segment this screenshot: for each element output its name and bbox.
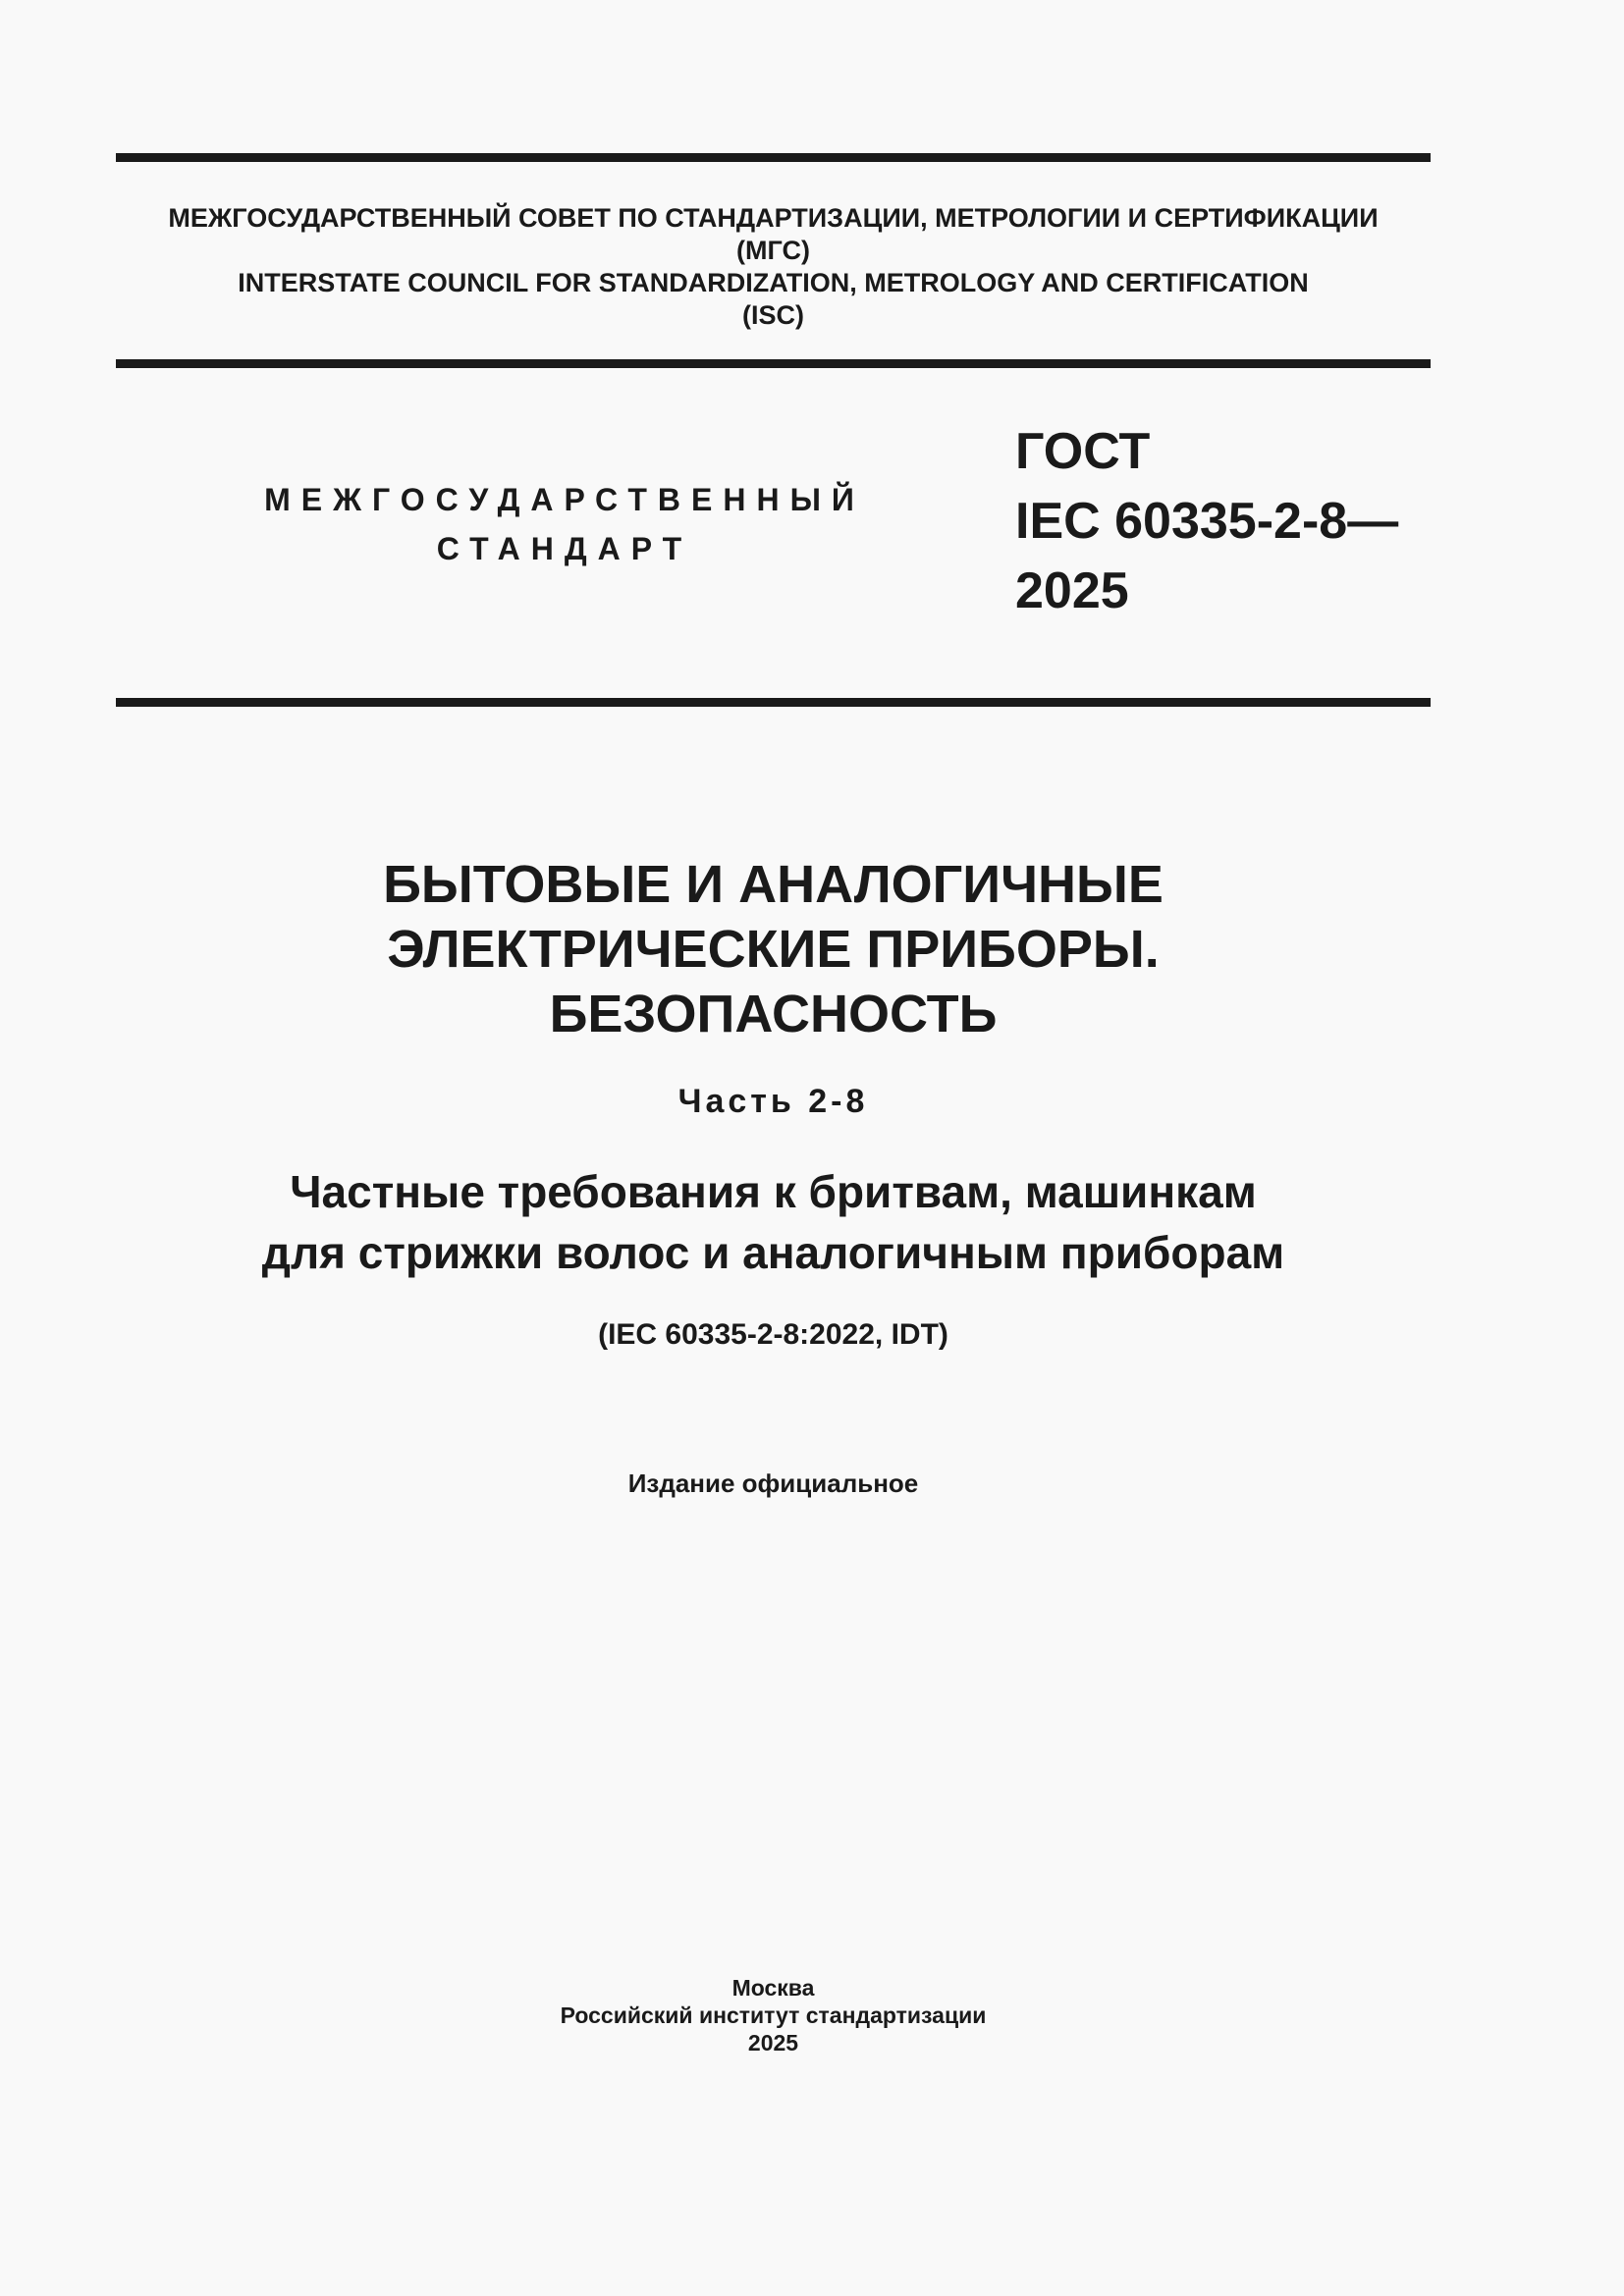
standard-kind (226, 475, 903, 573)
document-subtitle (116, 1161, 1431, 1283)
council-name-en: INTERSTATE COUNCIL FOR STANDARDIZATION, METROLOGY AND CERTIFICATION (238, 268, 1309, 297)
imprint (116, 1974, 1431, 2056)
council-header (116, 202, 1431, 332)
council-name-ru: МЕЖГОСУДАРСТВЕННЫЙ СОВЕТ ПО СТАНДАРТИЗАЦИИ, МЕТРОЛОГИИ И СЕРТИФИКАЦИИ (168, 203, 1379, 233)
document-title (116, 852, 1431, 1046)
standard-kind-line-1: МЕЖГОСУДАРСТВЕННЫЙ (264, 482, 865, 517)
title-line-2: ЭЛЕКТРИЧЕСКИЕ ПРИБОРЫ. (387, 920, 1160, 979)
iec-reference: (IEC 60335-2-8:2022, IDT) (598, 1318, 948, 1351)
imprint-city: Москва (731, 1975, 815, 2001)
subtitle-line-1: Частные требования к бритвам, машинкам (290, 1166, 1257, 1217)
designation-line-1: ГОСТ (1015, 423, 1151, 480)
title-line-1: БЫТОВЫЕ И АНАЛОГИЧНЫЕ (383, 855, 1164, 914)
top-rule (116, 153, 1431, 162)
designation-divider (116, 698, 1431, 707)
council-abbr-en: (ISC) (742, 300, 804, 330)
designation-line-2: IEC 60335-2-8— (1015, 493, 1399, 550)
designation-line-3: 2025 (1015, 562, 1129, 619)
imprint-year: 2025 (747, 2030, 799, 2056)
council-abbr-ru: (МГС) (736, 236, 810, 265)
title-line-3: БЕЗОПАСНОСТЬ (549, 985, 998, 1043)
edition-label: Издание официальное (627, 1468, 919, 1498)
standard-kind-line-2: СТАНДАРТ (436, 531, 693, 566)
subtitle-line-2: для стрижки волос и аналогичным приборам (261, 1227, 1285, 1278)
header-divider (116, 359, 1431, 368)
standard-designation (1015, 417, 1398, 626)
part-number: Часть 2-8 (677, 1083, 869, 1120)
imprint-publisher: Российский институт стандартизации (560, 2002, 987, 2028)
